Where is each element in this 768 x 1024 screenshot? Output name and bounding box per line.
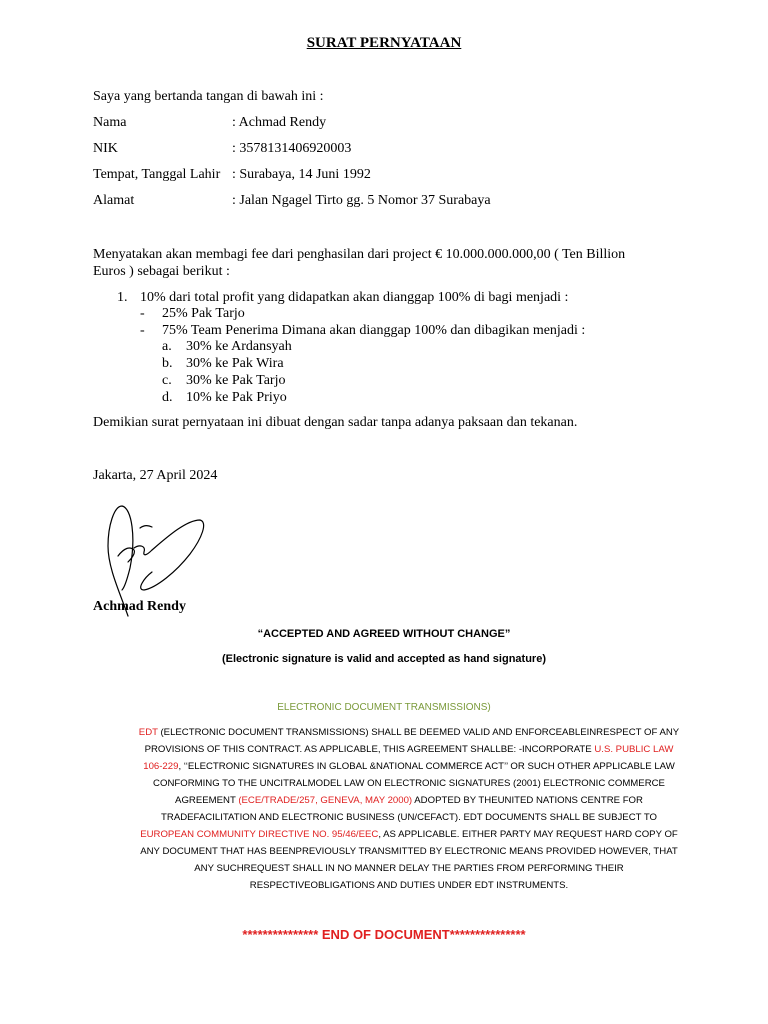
edt-text: , ‘‘ELECTRONIC SIGNATURES IN GLOBAL &NATIONAL COMMERCE ACT’’ OR SUCH OTHER APPLICABLE LAW CONFORMING TO THE UNCITRALMODEL LAW ON ELECTRONIC SIGNATURES (2001) ELECTRONIC COMMERCE AGREEMENT <box>153 761 675 806</box>
field-label-nama: Nama <box>93 115 127 130</box>
place-date: Jakarta, 27 April 2024 <box>93 468 218 483</box>
field-value-nik: : 3578131406920003 <box>232 141 352 156</box>
statement-text: Menyatakan akan membagi fee dari penghasilan dari project € 10.000.000.000,00 ( Ten Billion Euros ) sebagai berikut : <box>93 247 626 279</box>
edt-text: , AS APPLICABLE. EITHER PARTY MAY REQUEST HARD COPY OF ANY DOCUMENT THAT HAS BEENPREVIOUSLY TRANSMITTED BY ELECTRONIC MEANS PROVIDED HOWEVER, THAT ANY SUCHREQUEST SHALL IN NO MANNER DELAY THE PARTIES FROM PERFORMING THEIR RESPECTIVEOBLIGATIONS AND DUTIES UNDER EDT INSTRUMENTS. <box>140 829 678 891</box>
document-title: SURAT PERNYATAAN <box>306 35 462 51</box>
letter-marker: c. <box>162 373 172 388</box>
edt-heading: ELECTRONIC DOCUMENT TRANSMISSIONS) <box>277 702 491 713</box>
field-value-birth: : Surabaya, 14 Juni 1992 <box>232 167 371 182</box>
field-label-nik: NIK <box>93 141 118 156</box>
letter-item-priyo: 10% ke Pak Priyo <box>186 390 287 405</box>
end-of-document: *************** END OF DOCUMENT*************** <box>242 927 526 942</box>
letter-marker: d. <box>162 390 173 405</box>
edt-text: (ELECTRONIC DOCUMENT TRANSMISSIONS) SHALL BE DEEMED VALID AND ENFORCEABLEINRESPECT OF ANY PROVISIONS OF THIS CONTRACT. AS APPLICABLE, THIS AGREEMENT SHALLBE: -INCORPORATE <box>144 727 680 755</box>
field-value-alamat: : Jalan Ngagel Tirto gg. 5 Nomor 37 Surabaya <box>232 193 491 208</box>
list-number: 1. <box>117 290 128 305</box>
letter-marker: b. <box>162 356 173 371</box>
letter-item-tarjo: 30% ke Pak Tarjo <box>186 373 286 388</box>
esignature-note: (Electronic signature is valid and accepted as hand signature) <box>222 653 546 665</box>
list-item-main: 10% dari total profit yang didapatkan akan dianggap 100% di bagi menjadi : <box>140 290 569 305</box>
letter-item-ardansyah: 30% ke Ardansyah <box>186 339 292 354</box>
letter-marker: a. <box>162 339 172 354</box>
field-label-birth: Tempat, Tanggal Lahir <box>93 167 221 182</box>
edt-ece-ref: (ECE/TRADE/257, GENEVA, MAY 2000) <box>238 795 413 806</box>
edt-text: ADOPTED BY THEUNITED NATIONS CENTRE FOR TRADEFACILITATION AND ELECTRONIC BUSINESS (UN/CEFACT). EDT DOCUMENTS SHALL BE SUBJECT TO <box>161 795 657 823</box>
closing-text: Demikian surat pernyataan ini dibuat dengan sadar tanpa adanya paksaan dan tekanan. <box>93 415 578 430</box>
letter-item-wira: 30% ke Pak Wira <box>186 356 284 371</box>
field-label-alamat: Alamat <box>93 193 135 208</box>
intro-text: Saya yang bertanda tangan di bawah ini : <box>93 89 324 104</box>
edt-paragraph <box>134 724 684 894</box>
dash-marker: - <box>140 306 145 321</box>
edt-eu-directive: EUROPEAN COMMUNITY DIRECTIVE NO. 95/46/EEC <box>140 829 379 840</box>
field-value-nama: : Achmad Rendy <box>232 115 327 130</box>
accepted-statement: “ACCEPTED AND AGREED WITHOUT CHANGE” <box>257 628 511 640</box>
dash-item-tarjo: 25% Pak Tarjo <box>162 306 245 321</box>
signer-name: Achmad Rendy <box>93 599 186 614</box>
edt-term: EDT <box>138 727 158 738</box>
dash-item-team: 75% Team Penerima Dimana akan dianggap 100% dan dibagikan menjadi : <box>162 323 586 338</box>
dash-marker: - <box>140 323 145 338</box>
edt-us-law: U.S. PUBLIC LAW 106-229 <box>143 744 674 772</box>
